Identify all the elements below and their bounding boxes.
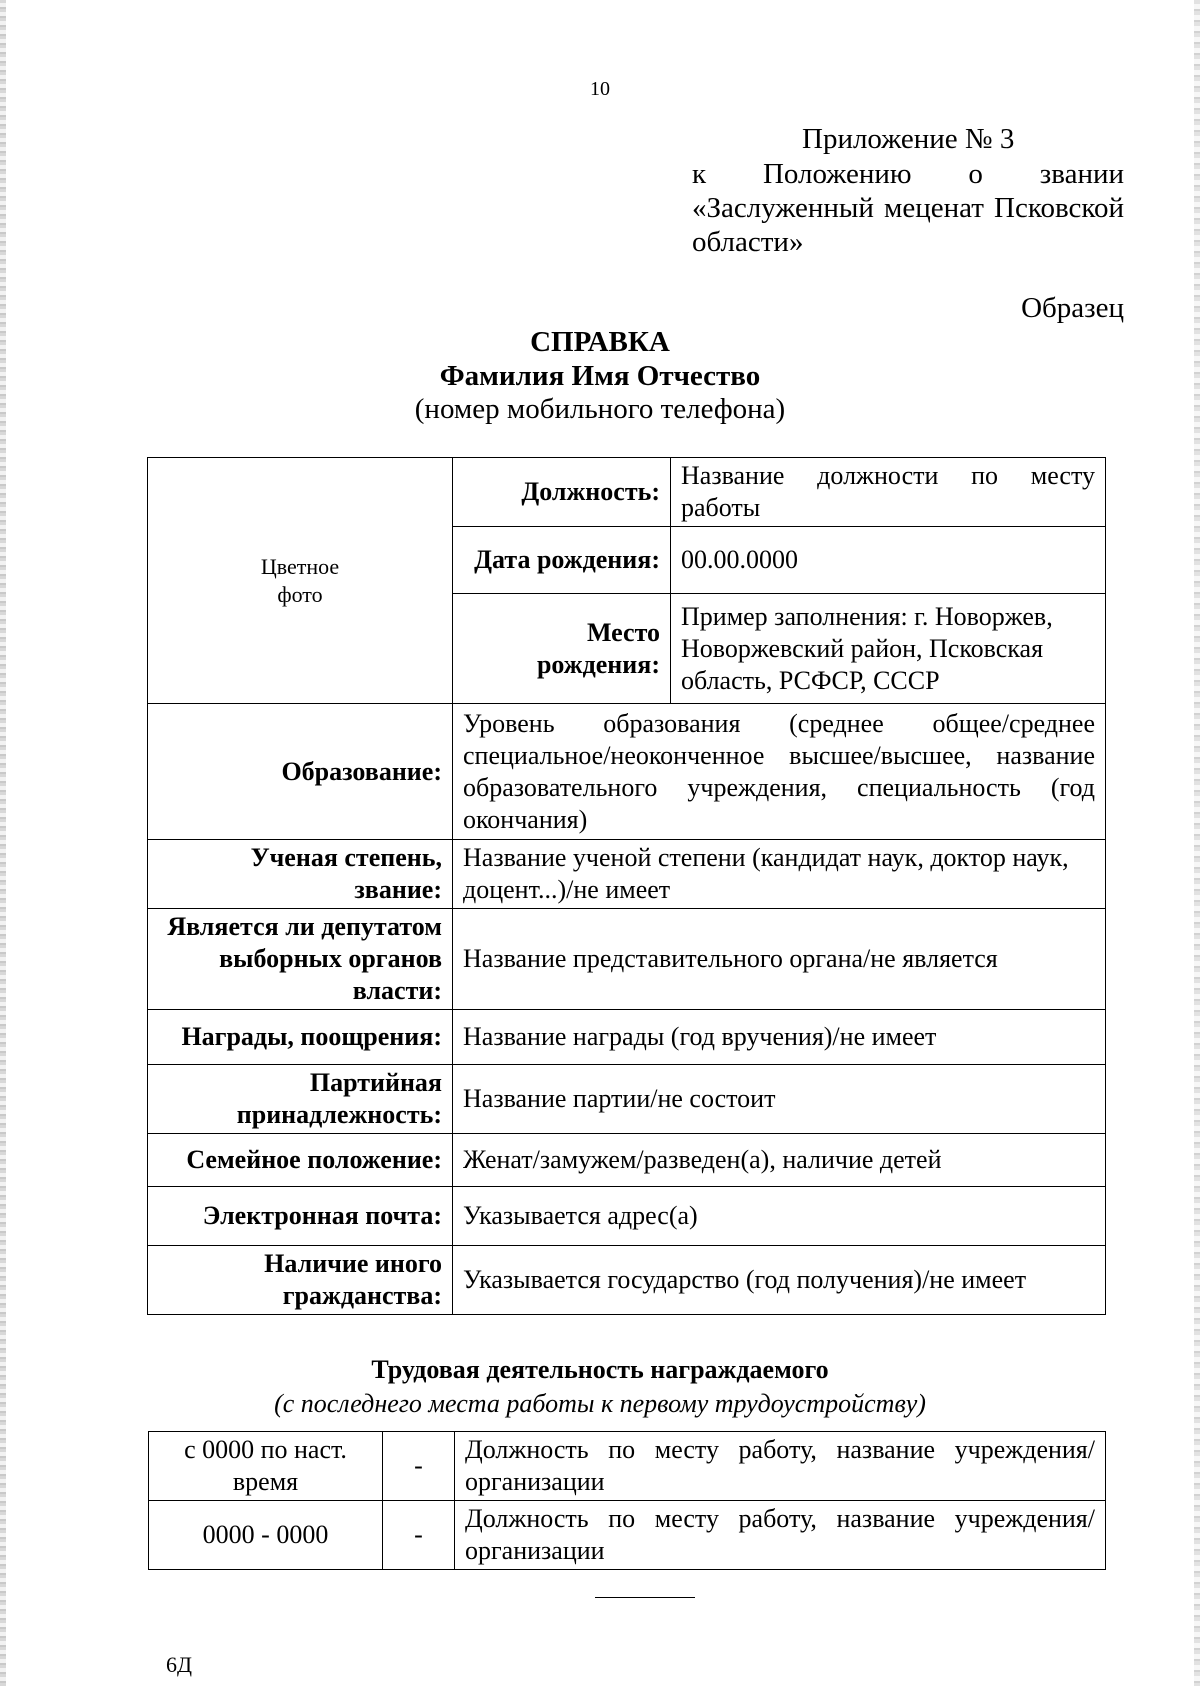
birth-place-value: Пример заполнения: г. Новоржев, Новоржевский район, Псковская область, РСФСР, СССР (671, 594, 1106, 704)
awards-label: Награды, поощрения: (148, 1010, 453, 1065)
phone-placeholder: (номер мобильного телефона) (414, 393, 786, 425)
work-period: с 0000 по наст. время (149, 1432, 383, 1501)
work-dash: - (383, 1501, 455, 1570)
degree-value: Название ученой степени (кандидат наук, доктор наук, доцент...)/не имеет (453, 840, 1106, 909)
scan-edge-right (1194, 0, 1200, 1686)
table-row (148, 1010, 1106, 1065)
email-label: Электронная почта: (148, 1187, 453, 1246)
table-row (148, 1134, 1106, 1187)
table-row (148, 909, 1106, 1010)
education-label: Образование: (148, 704, 453, 840)
citizenship-label: Наличие иного гражданства: (148, 1246, 453, 1315)
degree-label: Ученая степень, звание: (148, 840, 453, 909)
appendix-line-1: к Положению о звании (692, 158, 1124, 190)
page-number: 10 (590, 78, 610, 100)
person-name-placeholder: Фамилия Имя Отчество (439, 360, 761, 392)
footer-code: 6Д (166, 1652, 193, 1677)
position-label: Должность: (453, 458, 671, 527)
work-section-subtitle: (с последнего места работы к первому трудоустройству) (274, 1389, 926, 1418)
appendix-line-2: «Заслуженный меценат Псковской (692, 192, 1124, 224)
education-value: Уровень образования (среднее общее/среднее специальное/неоконченное высшее/высшее, название образовательного учреждения, специальность (год окончания) (453, 704, 1106, 840)
table-row (148, 1065, 1106, 1134)
work-section-title: Трудовая деятельность награждаемого (371, 1355, 829, 1384)
deputy-label: Является ли депутатом выборных органов власти: (148, 909, 453, 1010)
citizenship-value: Указывается государство (год получения)/не имеет (453, 1246, 1106, 1315)
document-title: СПРАВКА (530, 326, 670, 358)
closing-rule (595, 1597, 695, 1598)
photo-placeholder (148, 458, 453, 704)
photo-label: Цветное фото (260, 553, 340, 607)
birth-date-value: 00.00.0000 (671, 527, 1106, 594)
appendix-line-3: области» (692, 226, 804, 258)
party-value: Название партии/не состоит (453, 1065, 1106, 1134)
awards-value: Название награды (год вручения)/не имеет (453, 1010, 1106, 1065)
family-label: Семейное положение: (148, 1134, 453, 1187)
email-value: Указывается адрес(а) (453, 1187, 1106, 1246)
table-row (149, 1501, 1106, 1570)
table-row (148, 458, 1106, 527)
sample-label: Образец (1021, 292, 1124, 324)
family-value: Женат/замужем/разведен(а), наличие детей (453, 1134, 1106, 1187)
birth-place-label: Место рождения: (453, 594, 671, 704)
work-period: 0000 - 0000 (149, 1501, 383, 1570)
scan-edge-left (0, 0, 6, 1686)
work-history-table (148, 1431, 1106, 1570)
work-dash: - (383, 1432, 455, 1501)
appendix-title: Приложение № 3 (802, 123, 1015, 155)
table-row (148, 704, 1106, 840)
work-description: Должность по месту работу, название учреждения/организации (455, 1432, 1106, 1501)
table-row (148, 1246, 1106, 1315)
table-row (148, 840, 1106, 909)
position-value: Название должности по месту работы (671, 458, 1106, 527)
table-row (149, 1432, 1106, 1501)
table-row (148, 1187, 1106, 1246)
birth-date-label: Дата рождения: (453, 527, 671, 594)
work-description: Должность по месту работу, название учреждения/организации (455, 1501, 1106, 1570)
deputy-value: Название представительного органа/не является (453, 909, 1106, 1010)
party-label: Партийная принадлежность: (148, 1065, 453, 1134)
profile-table (147, 457, 1106, 1315)
